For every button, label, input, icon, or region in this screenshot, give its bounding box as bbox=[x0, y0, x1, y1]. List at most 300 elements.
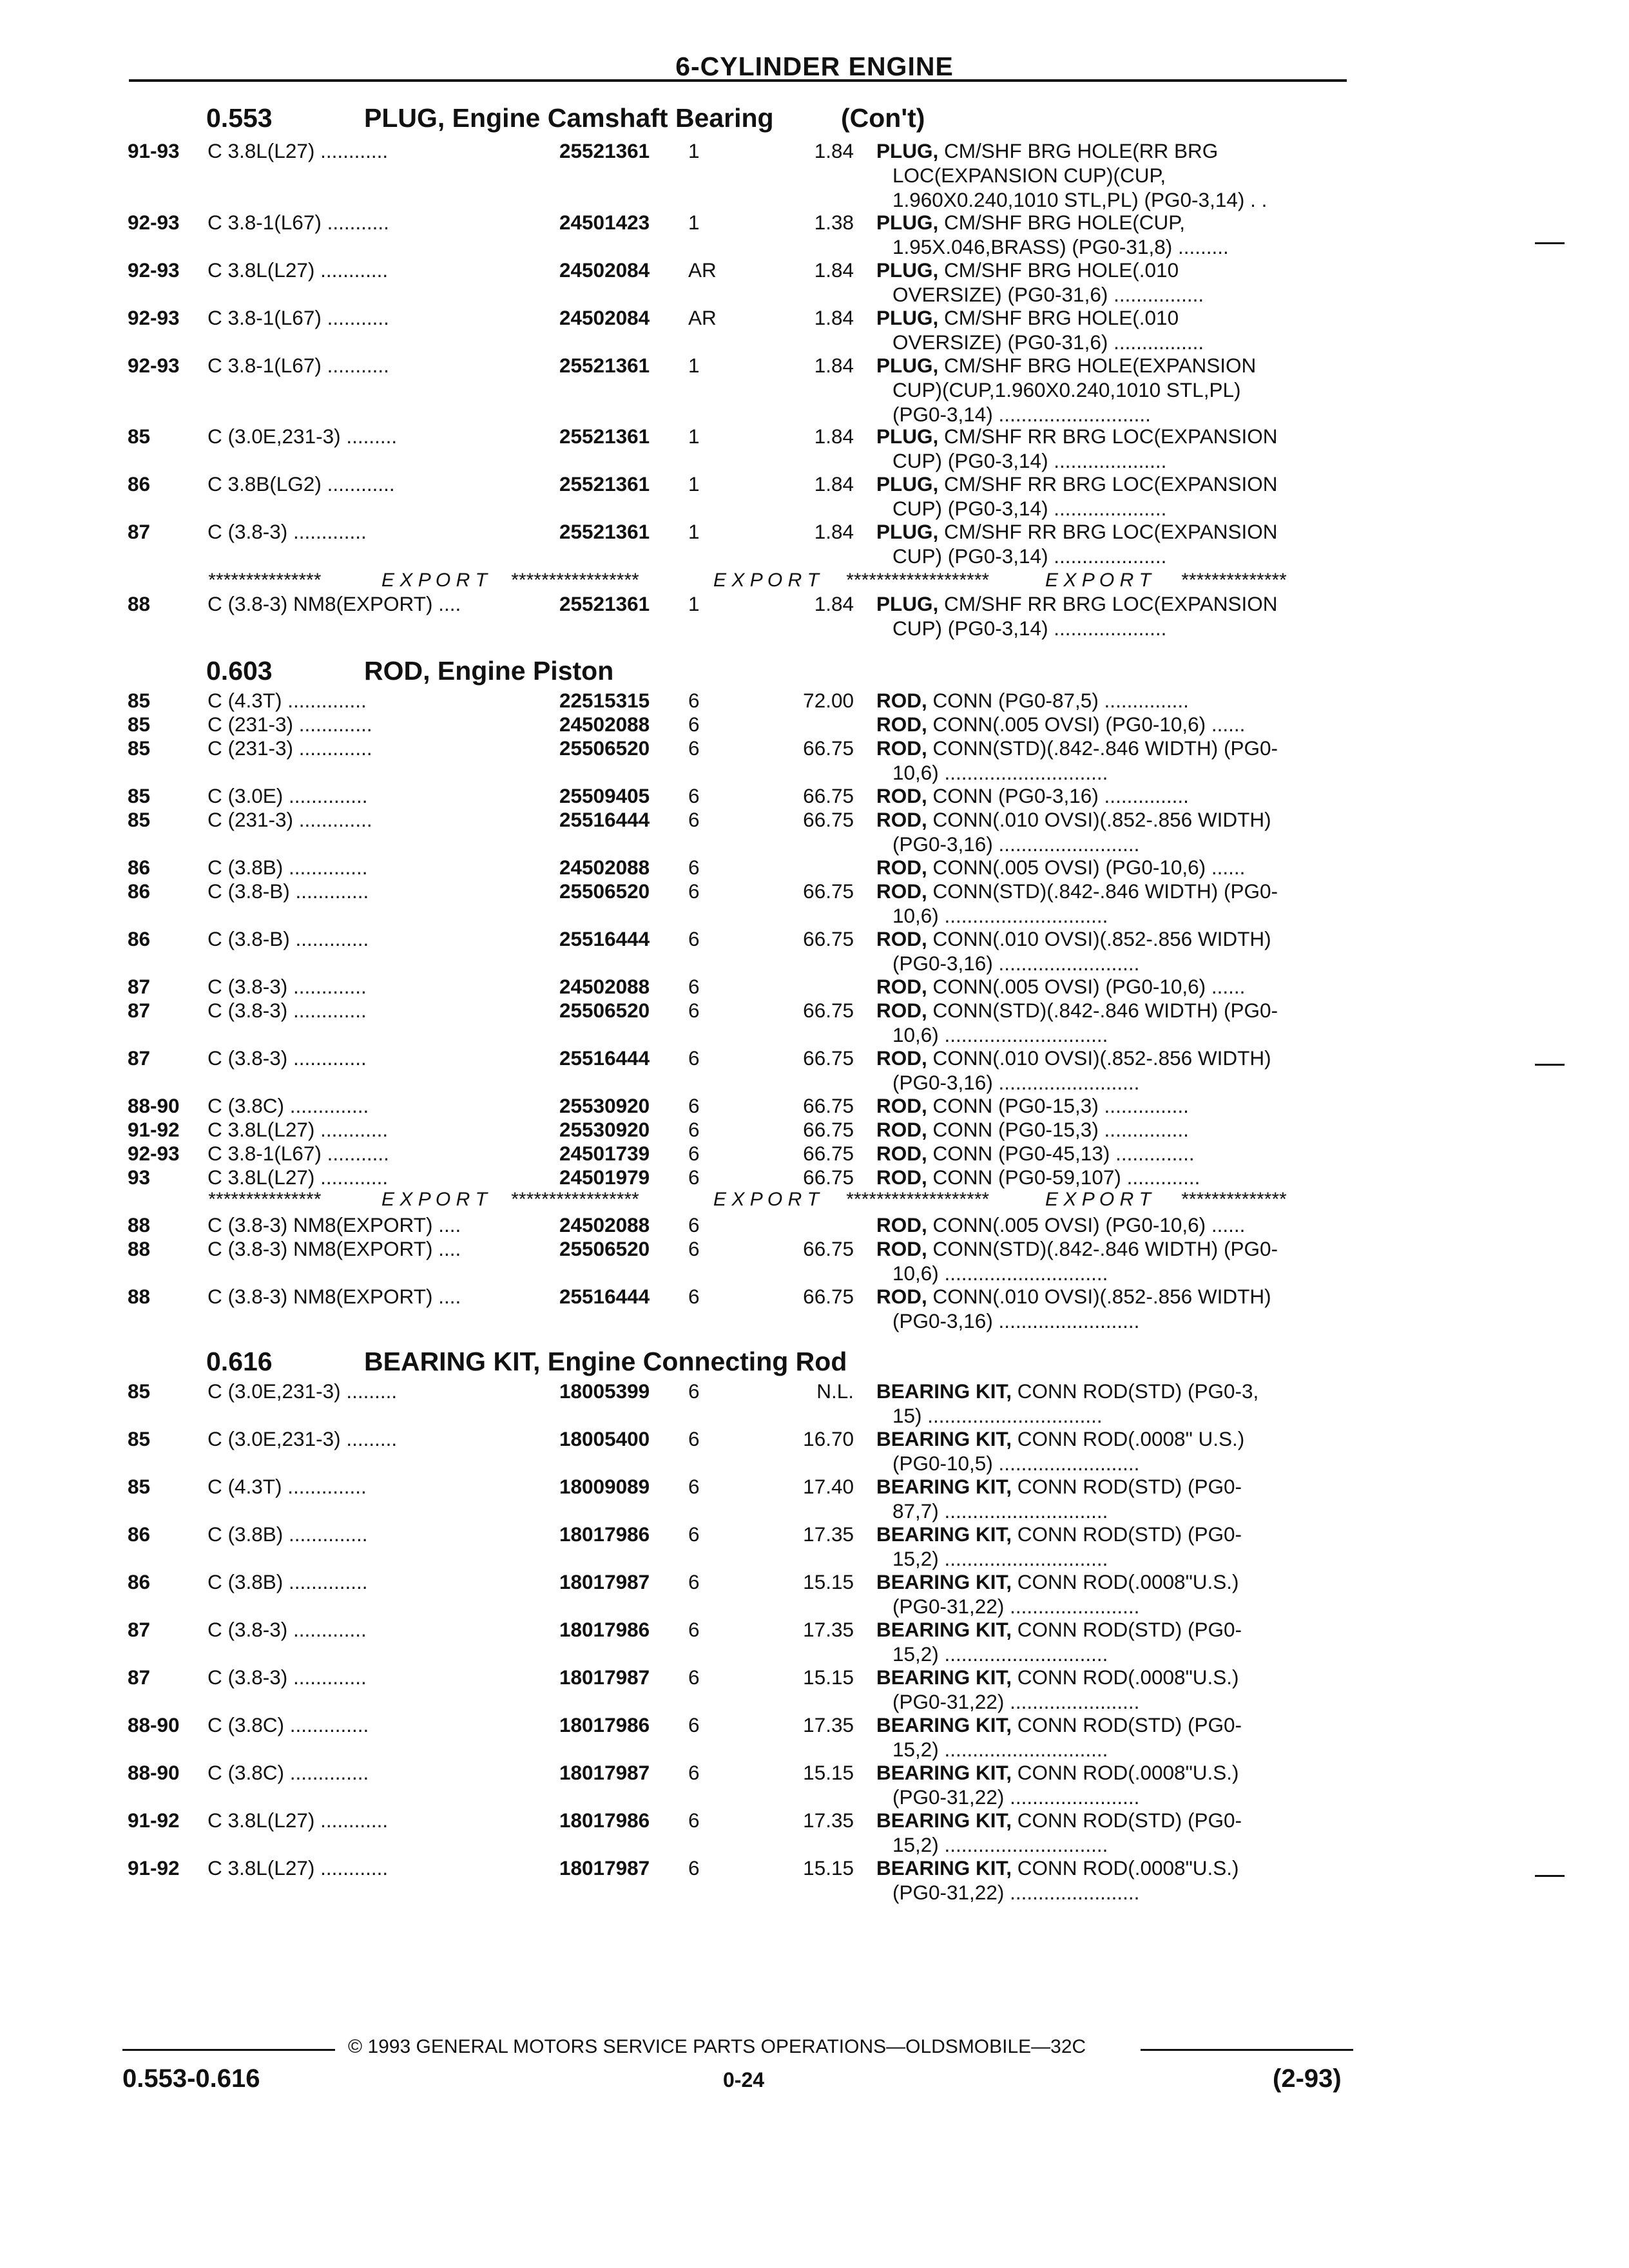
description-keyword: ROD, bbox=[876, 713, 927, 736]
model-year: 87 bbox=[128, 520, 151, 543]
model-year: 87 bbox=[128, 1666, 151, 1689]
application: C (4.3T) .............. bbox=[207, 689, 367, 712]
price: N.L. bbox=[816, 1379, 854, 1403]
application: C (3.8-3) ............. bbox=[207, 999, 367, 1022]
application: C 3.8-1(L67) ........... bbox=[207, 211, 389, 234]
part-number: 18017987 bbox=[559, 1856, 650, 1879]
model-year: 88-90 bbox=[128, 1094, 180, 1117]
price: 1.84 bbox=[814, 592, 854, 615]
description-text: CONN (PG0-45,13) .............. bbox=[927, 1142, 1195, 1165]
description-continuation bbox=[0, 378, 1629, 402]
description-continuation bbox=[0, 1070, 1629, 1095]
revision-date: (2-93) bbox=[1273, 2064, 1342, 2093]
page-title: 6-CYLINDER ENGINE bbox=[675, 52, 954, 81]
part-number: 25521361 bbox=[559, 520, 650, 543]
description-keyword: PLUG, bbox=[876, 306, 939, 329]
application: C 3.8-1(L67) ........... bbox=[207, 354, 389, 377]
model-year: 85 bbox=[128, 689, 151, 712]
quantity: 6 bbox=[688, 1094, 700, 1117]
part-number: 18017986 bbox=[559, 1523, 650, 1546]
description-text: CUP) (PG0-3,14) .................... bbox=[892, 497, 1167, 520]
table-row bbox=[0, 1760, 1629, 1785]
description bbox=[876, 1117, 1189, 1142]
description-continuation bbox=[0, 330, 1629, 354]
description-keyword: BEARING KIT, bbox=[876, 1666, 1012, 1689]
description bbox=[876, 424, 1278, 448]
price: 1.84 bbox=[814, 306, 854, 329]
description bbox=[876, 998, 1278, 1023]
description-continuation bbox=[0, 1832, 1629, 1857]
quantity: 6 bbox=[688, 1856, 700, 1879]
model-year: 85 bbox=[128, 425, 151, 448]
table-row bbox=[0, 1093, 1629, 1118]
table-row bbox=[0, 1165, 1629, 1189]
export-stars: *************** bbox=[207, 570, 321, 591]
price: 66.75 bbox=[803, 927, 854, 950]
quantity: 6 bbox=[688, 1237, 700, 1260]
application: C (3.8B) .............. bbox=[207, 1523, 368, 1546]
section-number: 0.603 bbox=[206, 656, 273, 686]
application: C 3.8-1(L67) ........... bbox=[207, 1142, 389, 1165]
price: 66.75 bbox=[803, 808, 854, 831]
table-row bbox=[0, 210, 1629, 235]
model-year: 88 bbox=[128, 1285, 151, 1308]
margin-mark bbox=[1535, 242, 1565, 244]
model-year: 85 bbox=[128, 1475, 151, 1498]
description bbox=[876, 1713, 1242, 1737]
application: C (3.8B) .............. bbox=[207, 856, 368, 879]
price: 66.75 bbox=[803, 736, 854, 760]
description-text: CUP) (PG0-3,14) .................... bbox=[892, 544, 1167, 568]
description-text: 1.960X0.240,1010 STL,PL) (PG0-3,14) . . bbox=[892, 188, 1268, 211]
description-text: (PG0-3,16) ......................... bbox=[892, 832, 1140, 856]
description-text: CUP) (PG0-3,14) .................... bbox=[892, 449, 1167, 472]
table-row bbox=[0, 998, 1629, 1023]
quantity: 1 bbox=[688, 139, 700, 162]
description-text: CM/SHF RR BRG LOC(EXPANSION bbox=[938, 520, 1278, 543]
model-year: 86 bbox=[128, 879, 151, 903]
quantity: 6 bbox=[688, 1761, 700, 1784]
price: 72.00 bbox=[803, 689, 854, 712]
quantity: AR bbox=[688, 306, 717, 329]
model-year: 91-92 bbox=[128, 1809, 180, 1832]
table-row bbox=[0, 1379, 1629, 1403]
export-stars: *************** bbox=[207, 1189, 321, 1210]
model-year: 87 bbox=[128, 975, 151, 998]
page-number: 0-24 bbox=[723, 2068, 765, 2091]
description-keyword: BEARING KIT, bbox=[876, 1761, 1012, 1784]
description bbox=[876, 783, 1189, 808]
price: 17.40 bbox=[803, 1475, 854, 1498]
quantity: 1 bbox=[688, 520, 700, 543]
application: C (3.8-3) NM8(EXPORT) .... bbox=[207, 592, 461, 615]
quantity: 1 bbox=[688, 592, 700, 615]
table-row bbox=[0, 1713, 1629, 1737]
part-number: 25506520 bbox=[559, 999, 650, 1022]
description-text: 15,2) ............................. bbox=[892, 1738, 1108, 1761]
price: 1.84 bbox=[814, 425, 854, 448]
model-year: 85 bbox=[128, 1379, 151, 1403]
price: 66.75 bbox=[803, 784, 854, 807]
quantity: 6 bbox=[688, 1475, 700, 1498]
description-text: CM/SHF RR BRG LOC(EXPANSION bbox=[938, 592, 1278, 615]
description-continuation bbox=[0, 1880, 1629, 1905]
price: 66.75 bbox=[803, 1118, 854, 1141]
description-text: (PG0-3,16) ......................... bbox=[892, 1309, 1140, 1332]
description-keyword: PLUG, bbox=[876, 425, 939, 448]
table-row bbox=[0, 591, 1629, 616]
description bbox=[876, 591, 1278, 616]
part-number: 25516444 bbox=[559, 1046, 650, 1070]
part-number: 25530920 bbox=[559, 1118, 650, 1141]
table-row bbox=[0, 879, 1629, 903]
model-year: 88-90 bbox=[128, 1761, 180, 1784]
model-year: 85 bbox=[128, 713, 151, 736]
description bbox=[876, 807, 1271, 832]
part-number: 25506520 bbox=[559, 1237, 650, 1260]
table-row bbox=[0, 472, 1629, 496]
description-continuation bbox=[0, 163, 1629, 187]
part-number: 24501739 bbox=[559, 1142, 650, 1165]
quantity: 6 bbox=[688, 1570, 700, 1593]
description-keyword: ROD, bbox=[876, 1237, 927, 1260]
application: C (3.8-3) ............. bbox=[207, 1046, 367, 1070]
part-number: 18005399 bbox=[559, 1379, 650, 1403]
description-text: 1.95X.046,BRASS) (PG0-31,8) ......... bbox=[892, 235, 1229, 258]
application: C (3.8-3) ............. bbox=[207, 975, 367, 998]
description-text: CONN ROD(.0008"U.S.) bbox=[1012, 1570, 1239, 1593]
description-text: 10,6) ............................. bbox=[892, 904, 1108, 927]
application: C 3.8L(L27) ............ bbox=[207, 1166, 389, 1189]
quantity: 6 bbox=[688, 1713, 700, 1736]
description bbox=[876, 1046, 1271, 1070]
title-rule bbox=[129, 79, 1347, 82]
description bbox=[876, 1284, 1271, 1309]
price: 66.75 bbox=[803, 1166, 854, 1189]
code-range: 0.553-0.616 bbox=[122, 2064, 260, 2093]
model-year: 88 bbox=[128, 592, 151, 615]
description-text: CM/SHF BRG HOLE(.010 bbox=[938, 306, 1179, 329]
description-keyword: PLUG, bbox=[876, 139, 939, 162]
application: C (3.0E) .............. bbox=[207, 784, 368, 807]
part-number: 24502088 bbox=[559, 856, 650, 879]
footer-rule-right bbox=[1141, 2049, 1353, 2051]
price: 1.84 bbox=[814, 354, 854, 377]
model-year: 86 bbox=[128, 1570, 151, 1593]
table-row bbox=[0, 1522, 1629, 1546]
quantity: 6 bbox=[688, 808, 700, 831]
model-year: 85 bbox=[128, 1427, 151, 1450]
export-stars: ******************* bbox=[845, 570, 988, 591]
quantity: AR bbox=[688, 258, 717, 282]
description-keyword: ROD, bbox=[876, 999, 927, 1022]
quantity: 1 bbox=[688, 354, 700, 377]
footer-rule-left bbox=[122, 2049, 335, 2051]
description-text: CONN(.005 OVSI) (PG0-10,6) ...... bbox=[927, 856, 1246, 879]
description-text: 15,2) ............................. bbox=[892, 1833, 1108, 1856]
model-year: 87 bbox=[128, 999, 151, 1022]
description-text: CUP) (PG0-3,14) .................... bbox=[892, 617, 1167, 640]
model-year: 93 bbox=[128, 1166, 151, 1189]
description-continuation bbox=[0, 1309, 1629, 1333]
part-number: 24502088 bbox=[559, 1213, 650, 1236]
part-number: 25521361 bbox=[559, 425, 650, 448]
description-keyword: PLUG, bbox=[876, 258, 939, 282]
description-keyword: BEARING KIT, bbox=[876, 1475, 1012, 1498]
model-year: 92-93 bbox=[128, 211, 180, 234]
description-keyword: ROD, bbox=[876, 927, 927, 950]
description-text: CM/SHF RR BRG LOC(EXPANSION bbox=[938, 472, 1278, 495]
description-text: CONN ROD(STD) (PG0- bbox=[1012, 1618, 1242, 1641]
export-stars: ***************** bbox=[510, 1189, 639, 1210]
application: C (231-3) ............. bbox=[207, 808, 372, 831]
quantity: 6 bbox=[688, 975, 700, 998]
part-number: 25521361 bbox=[559, 592, 650, 615]
description bbox=[876, 1570, 1239, 1594]
export-label: E X P O R T bbox=[1045, 1189, 1151, 1210]
application: C 3.8-1(L67) ........... bbox=[207, 306, 389, 329]
description-text: CONN ROD(STD) (PG0- bbox=[1012, 1523, 1242, 1546]
quantity: 6 bbox=[688, 856, 700, 879]
description bbox=[876, 305, 1179, 330]
table-row bbox=[0, 139, 1629, 163]
description-continuation bbox=[0, 616, 1629, 640]
description-text: 15) ............................... bbox=[892, 1404, 1103, 1427]
description-text: CM/SHF BRG HOLE(.010 bbox=[938, 258, 1179, 282]
description-text: 10,6) ............................. bbox=[892, 761, 1108, 784]
quantity: 6 bbox=[688, 999, 700, 1022]
description-continuation bbox=[0, 1403, 1629, 1428]
model-year: 86 bbox=[128, 1523, 151, 1546]
section-number: 0.616 bbox=[206, 1347, 273, 1376]
application: C (3.8-3) NM8(EXPORT) .... bbox=[207, 1213, 461, 1236]
application: C (3.0E,231-3) ......... bbox=[207, 425, 398, 448]
price: 15.15 bbox=[803, 1666, 854, 1689]
table-row bbox=[0, 1617, 1629, 1642]
model-year: 91-92 bbox=[128, 1118, 180, 1141]
description-keyword: ROD, bbox=[876, 1046, 927, 1070]
description bbox=[876, 855, 1245, 879]
part-number: 22515315 bbox=[559, 689, 650, 712]
part-number: 18017986 bbox=[559, 1809, 650, 1832]
description-text: CONN (PG0-59,107) ............. bbox=[927, 1166, 1200, 1189]
description-text: (PG0-10,5) ......................... bbox=[892, 1452, 1140, 1475]
description-continuation bbox=[0, 544, 1629, 568]
part-number: 25516444 bbox=[559, 927, 650, 950]
model-year: 86 bbox=[128, 856, 151, 879]
description-text: OVERSIZE) (PG0-31,6) ................ bbox=[892, 331, 1204, 354]
price: 15.15 bbox=[803, 1761, 854, 1784]
description-text: CONN ROD(.0008"U.S.) bbox=[1012, 1856, 1239, 1879]
part-number: 24502084 bbox=[559, 306, 650, 329]
table-row bbox=[0, 353, 1629, 378]
description-text: CONN(STD)(.842-.846 WIDTH) (PG0- bbox=[927, 999, 1278, 1022]
description bbox=[876, 974, 1245, 999]
part-number: 24502088 bbox=[559, 975, 650, 998]
price: 66.75 bbox=[803, 999, 854, 1022]
table-row bbox=[0, 1856, 1629, 1880]
application: C (3.8C) .............. bbox=[207, 1761, 369, 1784]
price: 66.75 bbox=[803, 1046, 854, 1070]
price: 66.75 bbox=[803, 1285, 854, 1308]
section-name: BEARING KIT, Engine Connecting Rod bbox=[364, 1347, 847, 1376]
description-continuation bbox=[0, 1642, 1629, 1666]
quantity: 6 bbox=[688, 1118, 700, 1141]
table-row bbox=[0, 519, 1629, 544]
price: 17.35 bbox=[803, 1713, 854, 1736]
description-text: CONN (PG0-15,3) ............... bbox=[927, 1094, 1189, 1117]
model-year: 92-93 bbox=[128, 354, 180, 377]
table-row bbox=[0, 1213, 1629, 1237]
description-continuation bbox=[0, 1023, 1629, 1047]
margin-mark bbox=[1535, 1064, 1565, 1066]
description-text: CONN(.010 OVSI)(.852-.856 WIDTH) bbox=[927, 1046, 1271, 1070]
description-text: CM/SHF BRG HOLE(EXPANSION bbox=[938, 354, 1257, 377]
description-keyword: PLUG, bbox=[876, 472, 939, 495]
description-text: 87,7) ............................. bbox=[892, 1499, 1108, 1523]
description-text: OVERSIZE) (PG0-31,6) ................ bbox=[892, 283, 1204, 306]
application: C 3.8L(L27) ............ bbox=[207, 258, 389, 282]
export-stars: ***************** bbox=[510, 570, 639, 591]
application: C (3.8-3) NM8(EXPORT) .... bbox=[207, 1237, 461, 1260]
part-number: 25516444 bbox=[559, 1285, 650, 1308]
model-year: 92-93 bbox=[128, 258, 180, 282]
description bbox=[876, 1427, 1244, 1451]
price: 66.75 bbox=[803, 879, 854, 903]
quantity: 1 bbox=[688, 472, 700, 495]
table-row bbox=[0, 1284, 1629, 1309]
model-year: 87 bbox=[128, 1046, 151, 1070]
description-text: CONN ROD(.0008"U.S.) bbox=[1012, 1666, 1239, 1689]
description-keyword: ROD, bbox=[876, 1142, 927, 1165]
section-name: ROD, Engine Piston bbox=[364, 656, 614, 686]
part-number: 18017987 bbox=[559, 1570, 650, 1593]
description bbox=[876, 688, 1189, 713]
copyright-text: © 1993 GENERAL MOTORS SERVICE PARTS OPERATIONS—OLDSMOBILE—32C bbox=[348, 2036, 1086, 2057]
export-stars: ************** bbox=[1181, 570, 1286, 591]
description-text: CONN ROD(STD) (PG0- bbox=[1012, 1809, 1242, 1832]
application: C (231-3) ............. bbox=[207, 736, 372, 760]
export-stars: ************** bbox=[1181, 1189, 1286, 1210]
description-keyword: ROD, bbox=[876, 1094, 927, 1117]
description-keyword: ROD, bbox=[876, 736, 927, 760]
description-continuation bbox=[0, 760, 1629, 785]
table-row bbox=[0, 305, 1629, 330]
description-keyword: PLUG, bbox=[876, 592, 939, 615]
description bbox=[876, 519, 1278, 544]
price: 17.35 bbox=[803, 1618, 854, 1641]
description-text: CONN(.010 OVSI)(.852-.856 WIDTH) bbox=[927, 927, 1271, 950]
description-keyword: BEARING KIT, bbox=[876, 1379, 1012, 1403]
description bbox=[876, 258, 1179, 282]
description bbox=[876, 139, 1218, 163]
description-text: CONN(.005 OVSI) (PG0-10,6) ...... bbox=[927, 1213, 1246, 1236]
description-text: CONN ROD(STD) (PG0- bbox=[1012, 1475, 1242, 1498]
part-number: 25521361 bbox=[559, 472, 650, 495]
part-number: 25521361 bbox=[559, 139, 650, 162]
part-number: 18017986 bbox=[559, 1713, 650, 1736]
model-year: 88-90 bbox=[128, 1713, 180, 1736]
description-keyword: PLUG, bbox=[876, 354, 939, 377]
price: 1.84 bbox=[814, 472, 854, 495]
description-keyword: ROD, bbox=[876, 689, 927, 712]
application: C 3.8L(L27) ............ bbox=[207, 1118, 389, 1141]
application: C (4.3T) .............. bbox=[207, 1475, 367, 1498]
table-row bbox=[0, 807, 1629, 832]
model-year: 88 bbox=[128, 1213, 151, 1236]
description-keyword: ROD, bbox=[876, 1166, 927, 1189]
description-text: 15,2) ............................. bbox=[892, 1642, 1108, 1666]
description bbox=[876, 1665, 1239, 1689]
table-row bbox=[0, 424, 1629, 448]
table-row bbox=[0, 1236, 1629, 1261]
price: 66.75 bbox=[803, 1142, 854, 1165]
description-continuation bbox=[0, 496, 1629, 521]
section-number: 0.553 bbox=[206, 103, 273, 133]
price: 16.70 bbox=[803, 1427, 854, 1450]
quantity: 6 bbox=[688, 1809, 700, 1832]
description-continuation bbox=[0, 402, 1629, 427]
description-text: CONN(STD)(.842-.846 WIDTH) (PG0- bbox=[927, 879, 1278, 903]
part-number: 24502084 bbox=[559, 258, 650, 282]
description bbox=[876, 1379, 1258, 1403]
description bbox=[876, 1236, 1278, 1261]
description-keyword: ROD, bbox=[876, 1118, 927, 1141]
description-keyword: BEARING KIT, bbox=[876, 1713, 1012, 1736]
model-year: 92-93 bbox=[128, 1142, 180, 1165]
description-text: (PG0-3,14) ........................... bbox=[892, 403, 1151, 426]
description-continuation bbox=[0, 1737, 1629, 1762]
quantity: 6 bbox=[688, 879, 700, 903]
description bbox=[876, 1617, 1242, 1642]
description-text: CONN(.005 OVSI) (PG0-10,6) ...... bbox=[927, 975, 1246, 998]
description-text: LOC(EXPANSION CUP)(CUP, bbox=[892, 164, 1166, 187]
description-text: (PG0-3,16) ......................... bbox=[892, 952, 1140, 975]
quantity: 6 bbox=[688, 713, 700, 736]
description-text: CONN(.010 OVSI)(.852-.856 WIDTH) bbox=[927, 808, 1271, 831]
description bbox=[876, 736, 1278, 760]
description bbox=[876, 210, 1185, 235]
description-text: CONN ROD(STD) (PG0-3, bbox=[1012, 1379, 1259, 1403]
description-text: 10,6) ............................. bbox=[892, 1023, 1108, 1046]
description-keyword: PLUG, bbox=[876, 520, 939, 543]
table-row bbox=[0, 927, 1629, 951]
description-continuation bbox=[0, 951, 1629, 975]
model-year: 91-93 bbox=[128, 139, 180, 162]
description-text: CONN (PG0-3,16) ............... bbox=[927, 784, 1189, 807]
application: C (3.0E,231-3) ......... bbox=[207, 1379, 398, 1403]
table-row bbox=[0, 974, 1629, 999]
model-year: 85 bbox=[128, 784, 151, 807]
description bbox=[876, 712, 1245, 736]
application: C (3.8-3) ............. bbox=[207, 520, 367, 543]
description-text: CONN(.005 OVSI) (PG0-10,6) ...... bbox=[927, 713, 1246, 736]
description bbox=[876, 1213, 1245, 1237]
quantity: 6 bbox=[688, 1213, 700, 1236]
description bbox=[876, 472, 1278, 496]
part-number: 25506520 bbox=[559, 736, 650, 760]
description bbox=[876, 1165, 1200, 1189]
table-row bbox=[0, 258, 1629, 282]
description-text: CM/SHF BRG HOLE(CUP, bbox=[938, 211, 1185, 234]
model-year: 85 bbox=[128, 808, 151, 831]
export-stars: ******************* bbox=[845, 1189, 988, 1210]
quantity: 6 bbox=[688, 1379, 700, 1403]
description-keyword: ROD, bbox=[876, 808, 927, 831]
price: 17.35 bbox=[803, 1523, 854, 1546]
price: 66.75 bbox=[803, 1094, 854, 1117]
model-year: 91-92 bbox=[128, 1856, 180, 1879]
